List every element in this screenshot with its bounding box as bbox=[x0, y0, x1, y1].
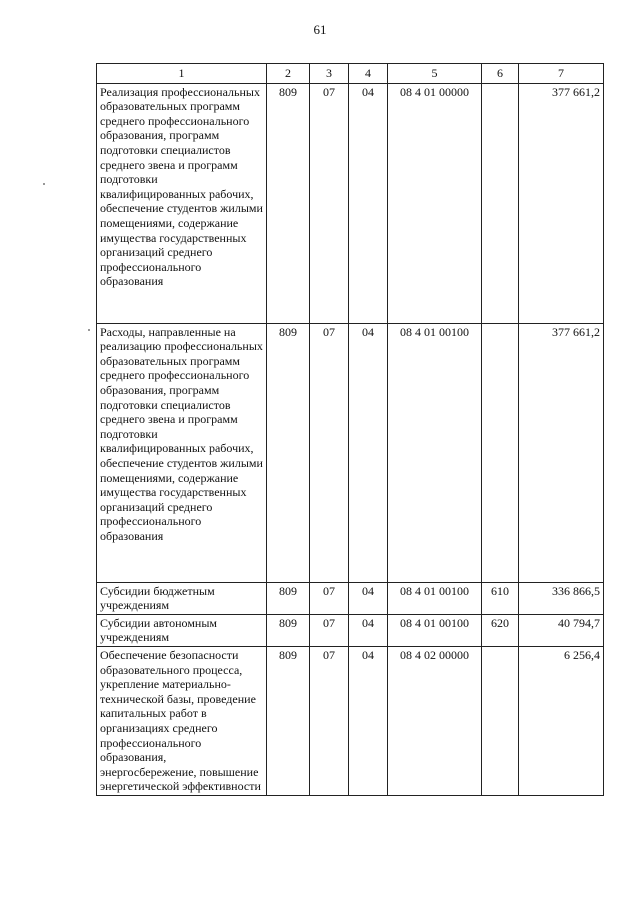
table-row bbox=[97, 83, 604, 323]
section-cell: 07 bbox=[310, 83, 349, 323]
target-article-cell: 08 4 01 00000 bbox=[388, 83, 482, 323]
expense-type-cell: 610 bbox=[482, 582, 519, 614]
table-header-row bbox=[97, 64, 604, 84]
column-header: 5 bbox=[388, 64, 482, 84]
subsection-cell: 04 bbox=[349, 614, 388, 646]
section-cell: 07 bbox=[310, 582, 349, 614]
ministry-code-cell: 809 bbox=[267, 646, 310, 795]
row-name-cell: Субсидии бюджетным учреждениям bbox=[97, 582, 267, 614]
ministry-code-cell: 809 bbox=[267, 83, 310, 323]
section-cell: 07 bbox=[310, 614, 349, 646]
amount-cell: 377 661,2 bbox=[519, 83, 604, 323]
column-header: 3 bbox=[310, 64, 349, 84]
column-header: 4 bbox=[349, 64, 388, 84]
ministry-code-cell: 809 bbox=[267, 614, 310, 646]
table-row bbox=[97, 582, 604, 614]
page-number: 61 bbox=[313, 22, 327, 37]
budget-table bbox=[96, 63, 604, 796]
subsection-cell: 04 bbox=[349, 582, 388, 614]
column-header: 6 bbox=[482, 64, 519, 84]
column-header: 1 bbox=[97, 64, 267, 84]
table-row bbox=[97, 323, 604, 582]
target-article-cell: 08 4 01 00100 bbox=[388, 614, 482, 646]
target-article-cell: 08 4 01 00100 bbox=[388, 323, 482, 582]
row-name-cell: Обеспечение безопасности образовательного процесса, укрепление материально-технической базы, проведение капитальных работ в организациях среднего профессионального образования, энергосбережение, повышение энергетической эффективности bbox=[97, 646, 267, 795]
table-row bbox=[97, 614, 604, 646]
amount-cell: 6 256,4 bbox=[519, 646, 604, 795]
amount-cell: 336 866,5 bbox=[519, 582, 604, 614]
row-name-cell: Реализация профессиональных образовательных программ среднего профессионального образования, программ подготовки специалистов среднего звена и программ подготовки квалифицированных рабочих, обеспечение студентов жилыми помещениями, содержание имущества государственных организаций среднего профессионального образования bbox=[97, 83, 267, 323]
ministry-code-cell: 809 bbox=[267, 323, 310, 582]
amount-cell: 40 794,7 bbox=[519, 614, 604, 646]
scan-speck bbox=[43, 183, 45, 185]
subsection-cell: 04 bbox=[349, 646, 388, 795]
ministry-code-cell: 809 bbox=[267, 582, 310, 614]
section-cell: 07 bbox=[310, 646, 349, 795]
column-header: 2 bbox=[267, 64, 310, 84]
expense-type-cell bbox=[482, 323, 519, 582]
scan-speck bbox=[88, 329, 90, 331]
row-name-cell: Расходы, направленные на реализацию профессиональных образовательных программ среднего профессионального образования, программ подготовки специалистов среднего звена и программ подготовки квалифицированных рабочих, обеспечение студентов жилыми помещениями, содержание имущества государственных организаций среднего профессионального образования bbox=[97, 323, 267, 582]
table-row bbox=[97, 646, 604, 795]
section-cell: 07 bbox=[310, 323, 349, 582]
column-header: 7 bbox=[519, 64, 604, 84]
subsection-cell: 04 bbox=[349, 323, 388, 582]
target-article-cell: 08 4 02 00000 bbox=[388, 646, 482, 795]
row-name-cell: Субсидии автономным учреждениям bbox=[97, 614, 267, 646]
target-article-cell: 08 4 01 00100 bbox=[388, 582, 482, 614]
subsection-cell: 04 bbox=[349, 83, 388, 323]
expense-type-cell bbox=[482, 83, 519, 323]
expense-type-cell: 620 bbox=[482, 614, 519, 646]
expense-type-cell bbox=[482, 646, 519, 795]
amount-cell: 377 661,2 bbox=[519, 323, 604, 582]
